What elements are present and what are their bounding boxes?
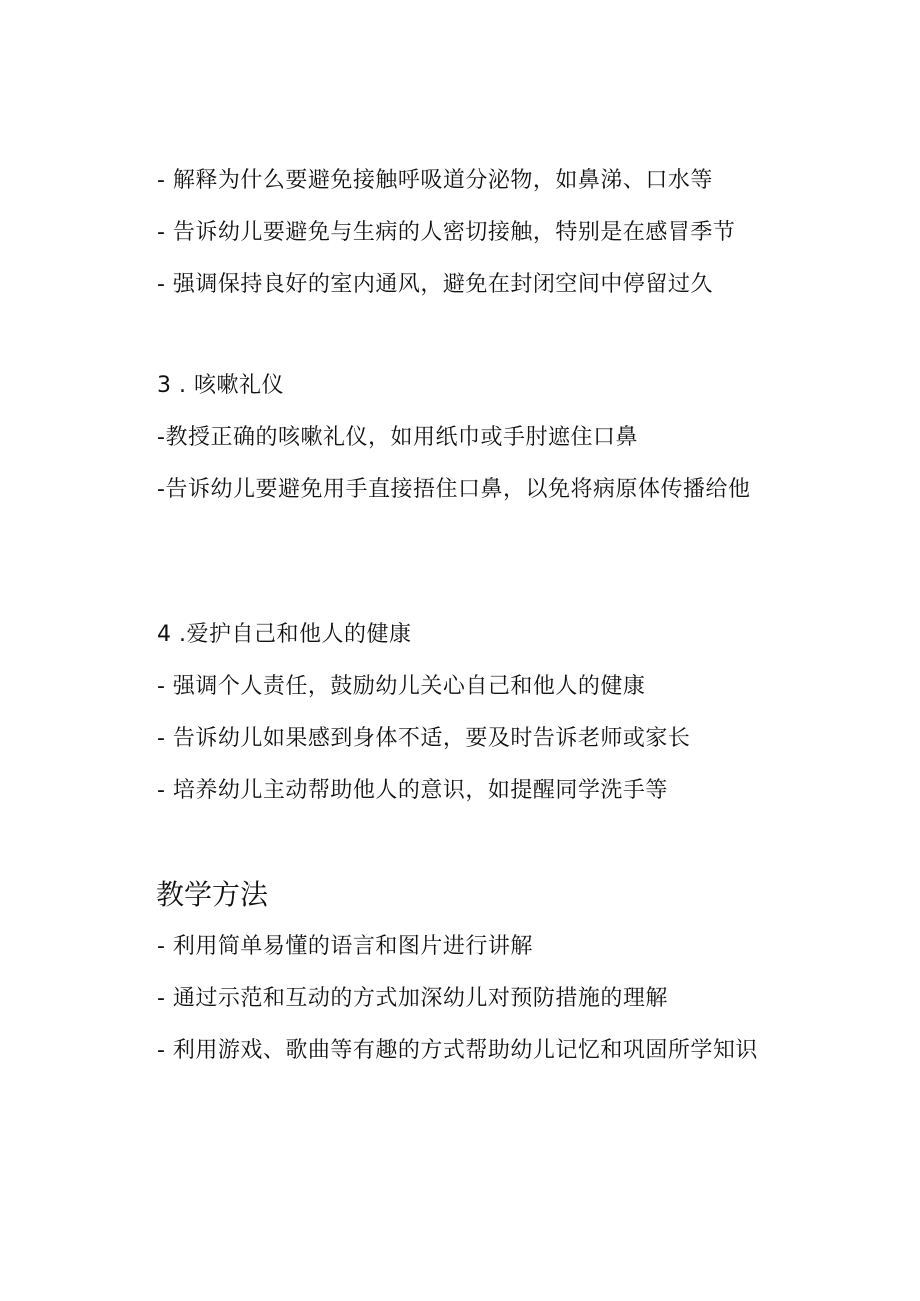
prevention-item-1: - 解释为什么要避免接触呼吸道分泌物，如鼻涕、口水等 (157, 168, 713, 193)
cough-section-title: 3 . 咳嗽礼仪 (157, 373, 284, 398)
cough-item-1: -教授正确的咳嗽礼仪，如用纸巾或手肘遮住口鼻 (157, 425, 638, 450)
methods-item-1: - 利用简单易懂的语言和图片进行讲解 (157, 934, 533, 959)
prevention-item-3: - 强调保持良好的室内通风，避免在封闭空间中停留过久 (157, 272, 713, 297)
methods-item-3: - 利用游戏、歌曲等有趣的方式帮助幼儿记忆和巩固所学知识 (157, 1038, 758, 1063)
health-item-3: - 培养幼儿主动帮助他人的意识，如提醒同学洗手等 (157, 778, 668, 803)
health-item-2: - 告诉幼儿如果感到身体不适，要及时告诉老师或家长 (157, 726, 691, 751)
methods-item-2: - 通过示范和互动的方式加深幼儿对预防措施的理解 (157, 986, 668, 1011)
health-section-title: 4 .爱护自己和他人的健康 (157, 622, 412, 647)
cough-item-2: -告诉幼儿要避免用手直接捂住口鼻，以免将病原体传播给他 (157, 477, 751, 502)
health-item-1: - 强调个人责任，鼓励幼儿关心自己和他人的健康 (157, 674, 646, 699)
methods-heading: 教学方法 (156, 878, 269, 911)
prevention-item-2: - 告诉幼儿要避免与生病的人密切接触，特别是在感冒季节 (157, 220, 736, 245)
